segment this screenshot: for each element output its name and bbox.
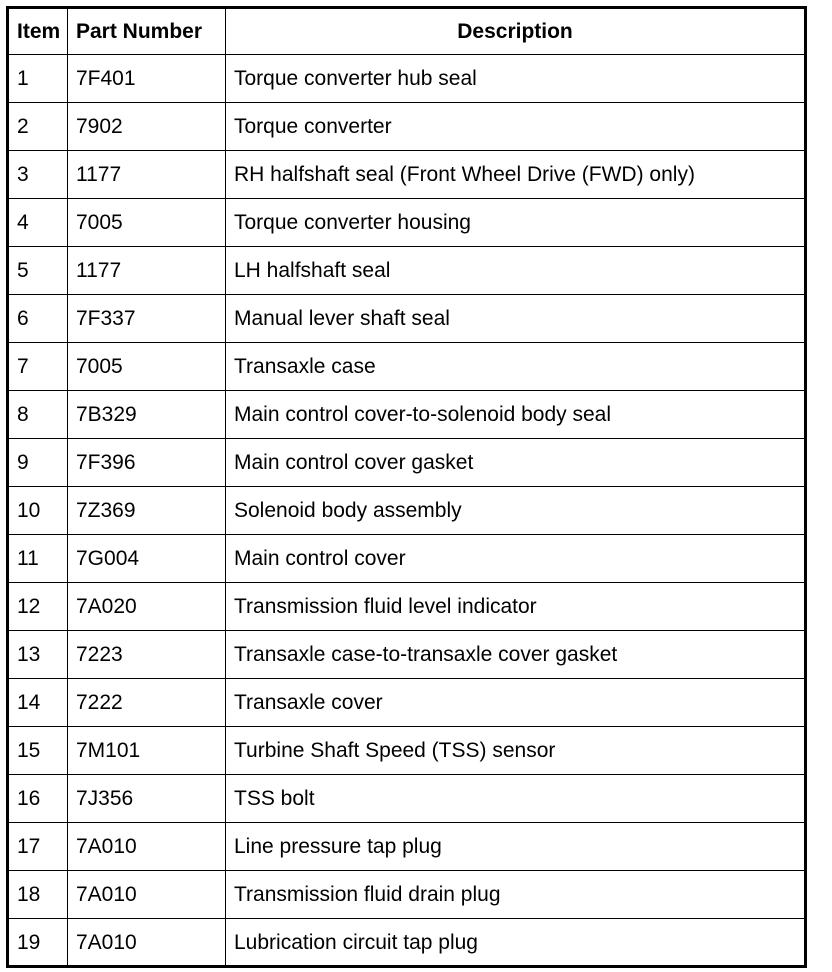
description-cell: Transaxle cover [226,679,806,727]
item-cell: 6 [8,295,68,343]
table-row [8,871,806,919]
column-header-item: Item [8,8,68,55]
part-number-cell: 7A020 [68,583,226,631]
part-number-cell: 7G004 [68,535,226,583]
part-number-cell: 7222 [68,679,226,727]
column-header-part-number: Part Number [68,8,226,55]
table-row [8,919,806,967]
item-cell: 5 [8,247,68,295]
table-row [8,535,806,583]
parts-table [6,6,807,968]
description-cell: Transmission fluid level indicator [226,583,806,631]
item-cell: 9 [8,439,68,487]
description-cell: Transaxle case [226,343,806,391]
table-row [8,199,806,247]
table-row [8,775,806,823]
item-cell: 12 [8,583,68,631]
part-number-cell: 7F337 [68,295,226,343]
table-row [8,679,806,727]
part-number-cell: 7005 [68,343,226,391]
description-cell: Torque converter [226,103,806,151]
part-number-cell: 7B329 [68,391,226,439]
table-row [8,583,806,631]
item-cell: 19 [8,919,68,967]
description-cell: Line pressure tap plug [226,823,806,871]
description-cell: LH halfshaft seal [226,247,806,295]
item-cell: 10 [8,487,68,535]
part-number-cell: 7F401 [68,55,226,103]
description-cell: Solenoid body assembly [226,487,806,535]
item-cell: 3 [8,151,68,199]
table-row [8,487,806,535]
table-row [8,247,806,295]
item-cell: 16 [8,775,68,823]
item-cell: 7 [8,343,68,391]
description-cell: Main control cover [226,535,806,583]
part-number-cell: 1177 [68,247,226,295]
description-cell: Torque converter housing [226,199,806,247]
part-number-cell: 1177 [68,151,226,199]
part-number-cell: 7A010 [68,871,226,919]
description-cell: Turbine Shaft Speed (TSS) sensor [226,727,806,775]
description-cell: Torque converter hub seal [226,55,806,103]
item-cell: 8 [8,391,68,439]
description-cell: TSS bolt [226,775,806,823]
table-row [8,103,806,151]
description-cell: Main control cover gasket [226,439,806,487]
table-row [8,823,806,871]
description-cell: Manual lever shaft seal [226,295,806,343]
part-number-cell: 7005 [68,199,226,247]
table-row [8,55,806,103]
item-cell: 13 [8,631,68,679]
item-cell: 1 [8,55,68,103]
part-number-cell: 7A010 [68,919,226,967]
table-row [8,343,806,391]
table-row [8,727,806,775]
part-number-cell: 7J356 [68,775,226,823]
item-cell: 4 [8,199,68,247]
table-body [8,55,806,967]
item-cell: 17 [8,823,68,871]
table-row [8,391,806,439]
column-header-description: Description [226,8,806,55]
description-cell: Transmission fluid drain plug [226,871,806,919]
table-row [8,151,806,199]
table-header-row [8,8,806,55]
item-cell: 11 [8,535,68,583]
part-number-cell: 7F396 [68,439,226,487]
table-row [8,295,806,343]
table-row [8,439,806,487]
part-number-cell: 7Z369 [68,487,226,535]
description-cell: Lubrication circuit tap plug [226,919,806,967]
description-cell: Transaxle case-to-transaxle cover gasket [226,631,806,679]
item-cell: 14 [8,679,68,727]
part-number-cell: 7223 [68,631,226,679]
item-cell: 2 [8,103,68,151]
description-cell: RH halfshaft seal (Front Wheel Drive (FWD) only) [226,151,806,199]
item-cell: 18 [8,871,68,919]
part-number-cell: 7M101 [68,727,226,775]
description-cell: Main control cover-to-solenoid body seal [226,391,806,439]
table-row [8,631,806,679]
part-number-cell: 7A010 [68,823,226,871]
item-cell: 15 [8,727,68,775]
part-number-cell: 7902 [68,103,226,151]
